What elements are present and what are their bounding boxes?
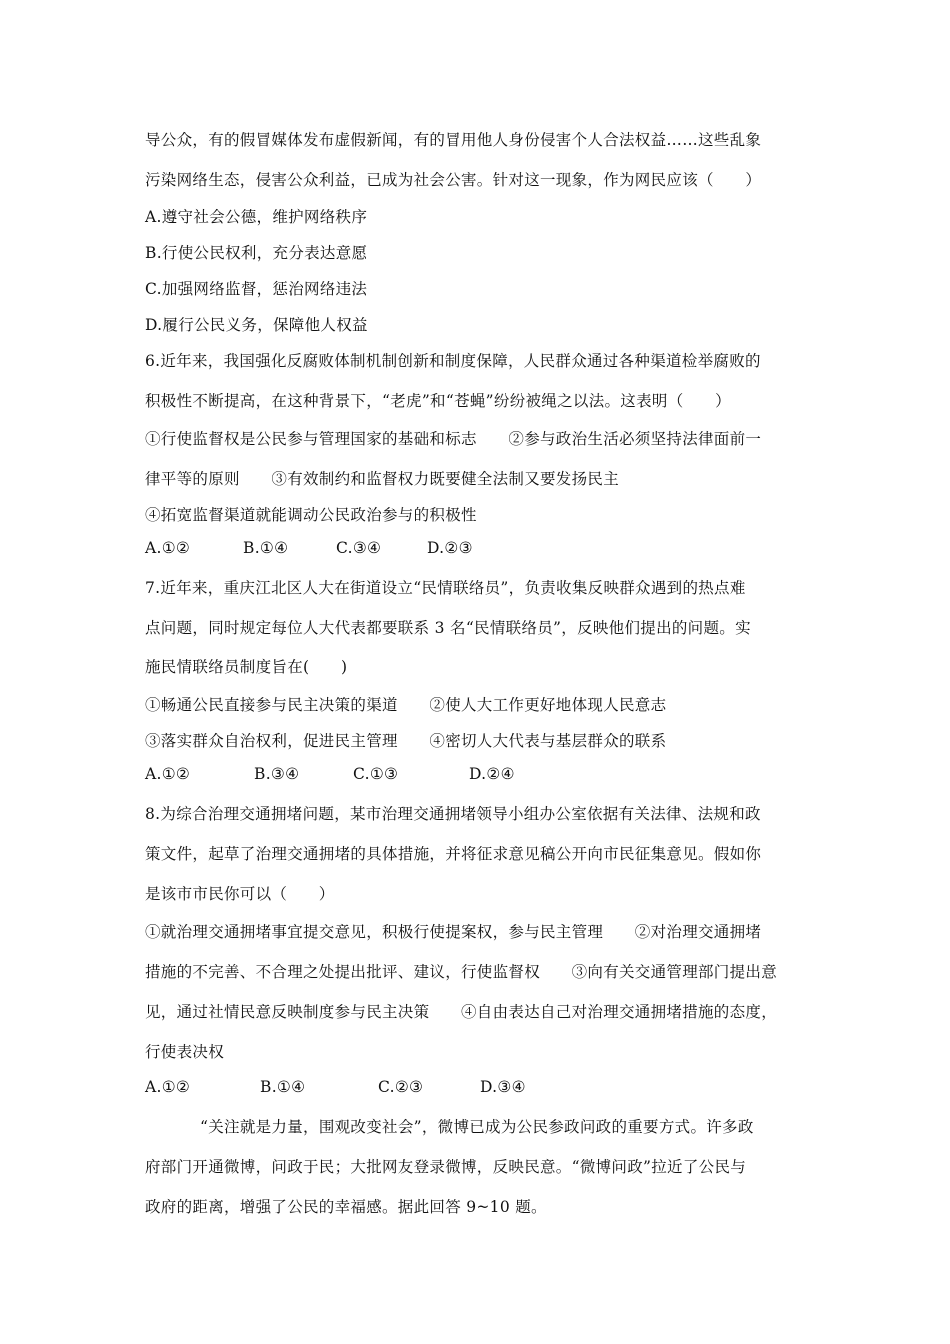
- q8-option-c: C.②③: [378, 1078, 424, 1096]
- q8-stem-line-3: 是该市市民你可以（ ）: [145, 885, 335, 903]
- q8-stem-line-1: 8.为综合治理交通拥堵问题，某市治理交通拥堵领导小组办公室依据有关法律、法规和政: [145, 805, 761, 823]
- q6-statement-line-2: 律平等的原则 ③有效制约和监督权力既要健全法制又要发扬民主: [145, 470, 620, 488]
- q8-statement-line-4: 行使表决权: [145, 1043, 225, 1061]
- q6-option-a: A.①②: [145, 539, 191, 557]
- q8-option-b: B.①④: [260, 1078, 306, 1096]
- q6-option-d: D.②③: [427, 539, 473, 557]
- intro-paragraph-line-2: 府部门开通微博，问政于民；大批网友登录微博，反映民意。“微博问政”拉近了公民与: [145, 1158, 747, 1176]
- q8-statement-line-2: 措施的不完善、不合理之处提出批评、建议，行使监督权 ③向有关交通管理部门提出意: [145, 963, 778, 981]
- q8-options: [145, 1078, 526, 1096]
- q7-option-c: C.①③: [353, 765, 399, 783]
- q8-statement-line-3: 见，通过社情民意反映制度参与民主决策 ④自由表达自己对治理交通拥堵措施的态度，: [145, 1003, 778, 1021]
- q5-stem-line-1: 导公众，有的假冒媒体发布虚假新闻，有的冒用他人身份侵害个人合法权益……这些乱象: [145, 131, 762, 149]
- q6-statement-line-1: ①行使监督权是公民参与管理国家的基础和标志 ②参与政治生活必须坚持法律面前一: [145, 430, 762, 448]
- q6-options: [145, 539, 473, 557]
- q5-option-a: A.遵守社会公德，维护网络秩序: [145, 208, 368, 226]
- q8-option-d: D.③④: [480, 1078, 526, 1096]
- q7-statement-line-2: ③落实群众自治权利，促进民主管理 ④密切人大代表与基层群众的联系: [145, 732, 667, 750]
- q7-stem-line-1: 7.近年来，重庆江北区人大在街道设立“民情联络员”，负责收集反映群众遇到的热点难: [145, 579, 746, 597]
- q6-stem-line-2: 积极性不断提高，在这种背景下，“老虎”和“苍蝇”纷纷被绳之以法。这表明（ ）: [145, 392, 731, 410]
- q5-option-c: C.加强网络监督，惩治网络违法: [145, 280, 368, 298]
- intro-paragraph-line-1: “关注就是力量，围观改变社会”，微博已成为公民参政问政的重要方式。许多政: [200, 1118, 754, 1136]
- q7-option-d: D.②④: [469, 765, 515, 783]
- q5-option-b: B.行使公民权利，充分表达意愿: [145, 244, 368, 262]
- q6-statement-line-3: ④拓宽监督渠道就能调动公民政治参与的积极性: [145, 506, 477, 524]
- q5-stem-line-2: 污染网络生态，侵害公众利益，已成为社会公害。针对这一现象，作为网民应该（ ）: [145, 171, 762, 189]
- q8-statement-line-1: ①就治理交通拥堵事宜提交意见，积极行使提案权，参与民主管理 ②对治理交通拥堵: [145, 923, 762, 941]
- q8-stem-line-2: 策文件，起草了治理交通拥堵的具体措施，并将征求意见稿公开向市民征集意见。假如你: [145, 845, 762, 863]
- q6-stem-line-1: 6.近年来，我国强化反腐败体制机制创新和制度保障，人民群众通过各种渠道检举腐败的: [145, 352, 761, 370]
- q7-option-b: B.③④: [254, 765, 300, 783]
- q8-option-a: A.①②: [145, 1078, 191, 1096]
- q7-statement-line-1: ①畅通公民直接参与民主决策的渠道 ②使人大工作更好地体现人民意志: [145, 696, 667, 714]
- q6-option-c: C.③④: [336, 539, 382, 557]
- q6-option-b: B.①④: [243, 539, 289, 557]
- q7-stem-line-2: 点问题，同时规定每位人大代表都要联系 3 名“民情联络员”，反映他们提出的问题。实: [145, 619, 751, 637]
- intro-paragraph-line-3: 政府的距离，增强了公民的幸福感。据此回答 9~10 题。: [145, 1198, 547, 1216]
- q7-stem-line-3: 施民情联络员制度旨在( ): [145, 658, 348, 676]
- q5-option-d: D.履行公民义务，保障他人权益: [145, 316, 368, 334]
- q7-option-a: A.①②: [145, 765, 191, 783]
- q7-options: [145, 765, 515, 783]
